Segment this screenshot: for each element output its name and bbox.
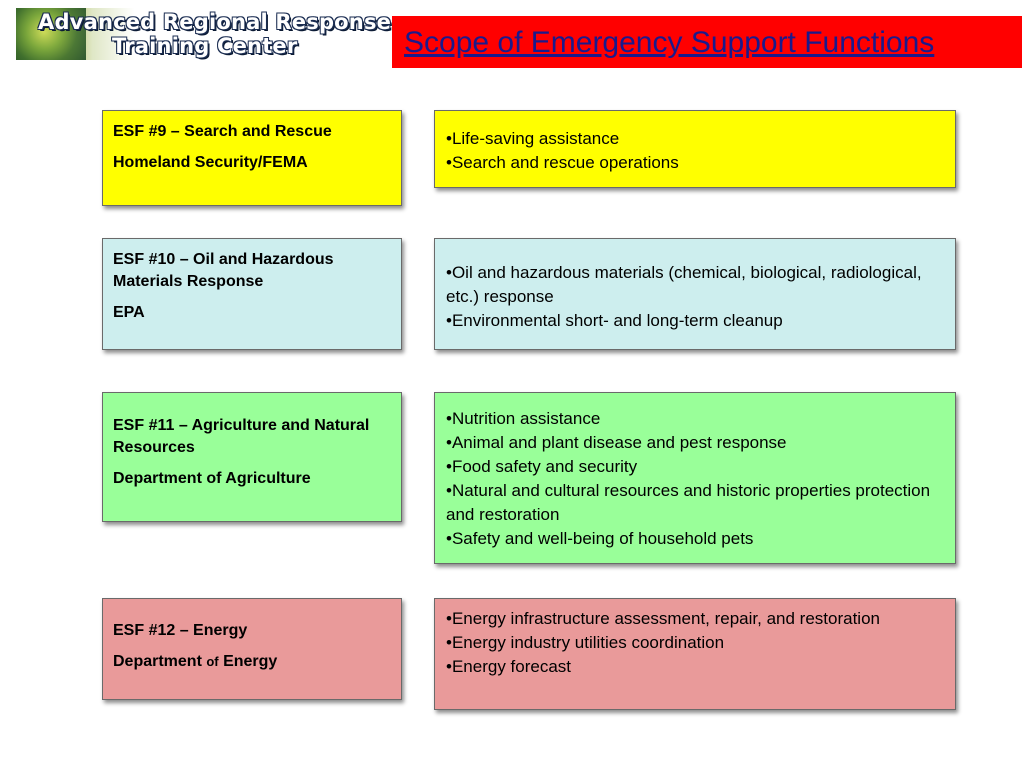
esf-10-name: ESF #10 – Oil and Hazardous Materials Response — [113, 251, 334, 290]
esf-12-name: ESF #12 – Energy — [113, 622, 248, 639]
esf-9-name: ESF #9 – Search and Rescue — [113, 123, 332, 140]
arrtc-logo — [16, 8, 392, 60]
esf-12-agency-post: Energy — [218, 653, 278, 670]
list-item: •Nutrition assistance — [446, 409, 601, 428]
esf-9-agency: Homeland Security/FEMA — [113, 154, 308, 171]
list-item: •Energy industry utilities coordination — [446, 633, 725, 652]
esf-9-scope-list — [446, 127, 945, 175]
esf-9-scope-box — [434, 110, 956, 188]
esf-11-agency: Department of Agriculture — [113, 470, 311, 487]
list-item: •Natural and cultural resources and historic properties protection and restoration — [446, 481, 931, 524]
esf-10-scope-box — [434, 238, 956, 350]
esf-12-scope-list — [446, 607, 945, 679]
esf-12-scope-box — [434, 598, 956, 710]
list-item: •Search and rescue operations — [446, 153, 679, 172]
logo-line-2: Training Center — [112, 34, 298, 58]
esf-9-label-box — [102, 110, 402, 206]
list-item: •Food safety and security — [446, 457, 638, 476]
title-banner — [392, 16, 1022, 68]
esf-12-agency-pre: Department — [113, 653, 207, 670]
list-item: •Animal and plant disease and pest response — [446, 433, 787, 452]
list-item: •Safety and well-being of household pets — [446, 529, 754, 548]
esf-12-agency-of: of — [206, 654, 219, 669]
list-item: •Energy infrastructure assessment, repair, and restoration — [446, 609, 880, 628]
esf-11-scope-box — [434, 392, 956, 564]
list-item: •Energy forecast — [446, 657, 572, 676]
esf-10-agency: EPA — [113, 304, 145, 321]
esf-11-name: ESF #11 – Agriculture and Natural Resources — [113, 417, 370, 456]
esf-11-scope-list — [446, 407, 945, 551]
esf-12-label-box — [102, 598, 402, 700]
esf-10-scope-list — [446, 261, 945, 333]
esf-12-agency — [113, 651, 391, 673]
esf-10-label-box — [102, 238, 402, 350]
esf-11-label-box — [102, 392, 402, 522]
list-item: •Environmental short- and long-term cleanup — [446, 311, 783, 330]
list-item: •Oil and hazardous materials (chemical, biological, radiological, etc.) response — [446, 263, 922, 306]
page-title: Scope of Emergency Support Functions — [404, 26, 935, 59]
logo-line-1: Advanced Regional Response — [38, 10, 392, 34]
list-item: •Life-saving assistance — [446, 129, 620, 148]
